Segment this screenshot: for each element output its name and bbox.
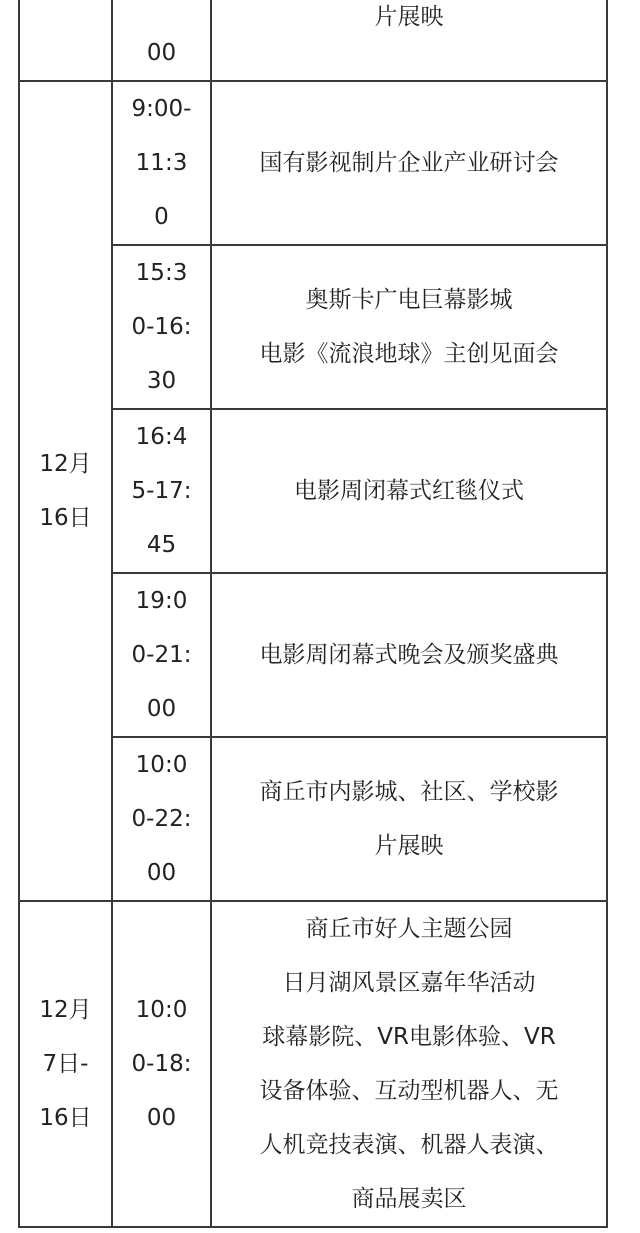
date-cell	[19, 81, 112, 901]
time-cell	[112, 245, 211, 409]
time-text: 19:0 0-21: 00	[131, 588, 192, 722]
event-cell	[211, 409, 607, 573]
time-cell	[112, 81, 211, 245]
event-cell	[211, 737, 607, 901]
event-cell	[211, 245, 607, 409]
event-text: 电影周闭幕式晚会及颁奖盛典	[259, 642, 559, 668]
event-text: 电影周闭幕式红毯仪式	[294, 478, 524, 504]
table-row	[19, 0, 607, 81]
time-text: 10:0 0-18: 00	[131, 997, 192, 1131]
time-text: 15:3 0-16: 30	[131, 260, 192, 394]
event-cell	[211, 0, 607, 81]
date-text: 12月 16日	[39, 451, 92, 531]
event-text: 片展映	[374, 4, 444, 30]
event-cell	[211, 901, 607, 1227]
time-cell	[112, 573, 211, 737]
event-text: 商丘市内影城、社区、学校影 片展映	[259, 779, 559, 859]
event-text: 国有影视制片企业产业研讨会	[259, 150, 559, 176]
time-cell	[112, 737, 211, 901]
time-text: 10:0 0-22: 00	[131, 752, 192, 886]
schedule-table	[18, 0, 608, 1228]
table-row	[19, 901, 607, 1227]
time-cell	[112, 0, 211, 81]
time-text: 16:4 5-17: 45	[131, 424, 192, 558]
time-text: 9:00- 11:3 0	[131, 96, 192, 230]
date-text: 12月 7日- 16日	[39, 997, 92, 1131]
date-cell	[19, 0, 112, 81]
time-text: 00	[146, 40, 177, 66]
event-text: 商丘市好人主题公园 日月湖风景区嘉年华活动 球幕影院、VR电影体验、VR 设备体验、互动型机器人、无 人机竞技表演、机器人表演、 商品展卖区	[259, 916, 559, 1212]
date-cell	[19, 901, 112, 1227]
event-cell	[211, 573, 607, 737]
time-cell	[112, 409, 211, 573]
event-cell	[211, 81, 607, 245]
time-cell	[112, 901, 211, 1227]
event-text: 奥斯卡广电巨幕影城 电影《流浪地球》主创见面会	[259, 287, 559, 367]
table-row	[19, 81, 607, 245]
